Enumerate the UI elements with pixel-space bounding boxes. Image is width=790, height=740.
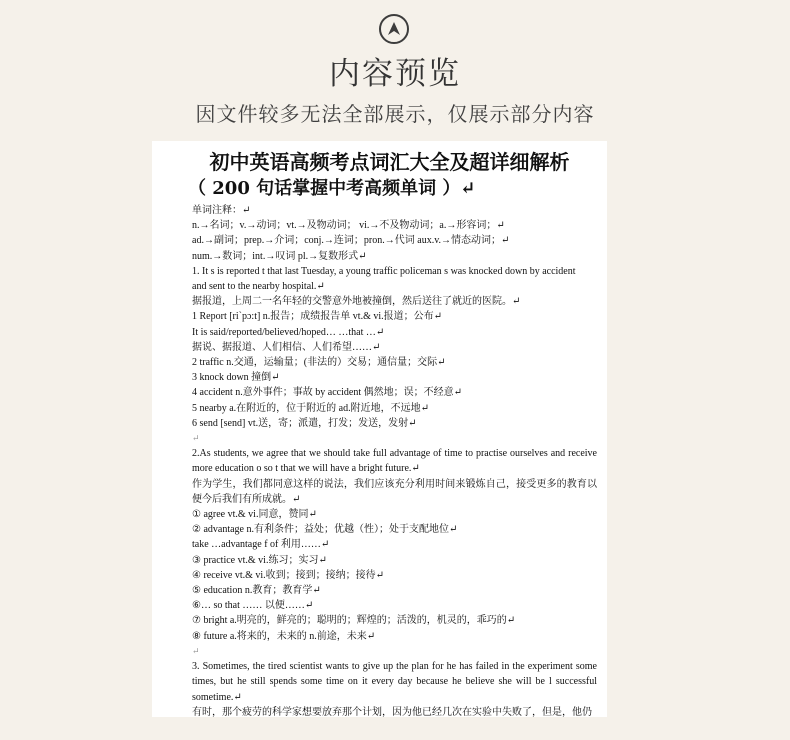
doc-line: ⑧ future a.将来的，未来的 n.前途，未来↵ xyxy=(192,630,376,642)
document-page xyxy=(152,141,607,717)
doc-line: 5 nearby a.在附近的，位于附近的 ad.附近地，不远地↵ xyxy=(192,402,429,414)
doc-paragraph: 2.As students, we agree that we should take full advantage of time to practise ourselves and receive more education o so t that we will have a bright future.↵ xyxy=(192,448,597,475)
doc-line: and sent to the nearby hospital.↵ xyxy=(192,281,325,293)
doc-line: ↵ xyxy=(192,433,200,444)
doc-line: 6 send [send] vt.送，寄；派遣，打发；发送，发射↵ xyxy=(192,417,417,429)
doc-line: 有时，那个疲劳的科学家想要放弃那个计划，因为他已经几次在实验中失败了，但是，他仍 xyxy=(192,706,592,717)
doc-line: 单词注释：↵ xyxy=(192,205,251,216)
doc-paragraph: 作为学生，我们都同意这样的说法，我们应该充分利用时间来锻炼自己，接受更多的教育以便今后我们有所成就。↵ xyxy=(192,478,597,505)
doc-line: ↵ xyxy=(192,645,200,656)
document-subtitle: （ 200 句话掌握中考高频单词 ）↵ xyxy=(188,178,476,199)
doc-line: 1 Report [ri`pɔ:t] n.报告；成绩报告单 vt.& vi.报道；公布↵ xyxy=(192,311,443,323)
doc-line: ④ receive vt.& vi.收到；接到；接纳；接待↵ xyxy=(192,569,385,581)
doc-line: num.→数词；int.→叹词 pl.→复数形式↵ xyxy=(192,250,367,262)
preview-subtitle: 因文件较多无法全部展示，仅展示部分内容 xyxy=(195,102,595,126)
doc-line: ③ practice vt.& vi.练习；实习↵ xyxy=(192,554,327,566)
doc-line: 4 accident n.意外事件；事故 by accident 偶然地；误；不经意↵ xyxy=(192,387,462,399)
up-arrow-circle-icon xyxy=(379,14,409,44)
doc-line: ad.→副词；prep.→介词；conj.→连词；pron.→代词 aux.v.→情态动词；↵ xyxy=(192,235,510,247)
doc-line: ② advantage n.有利条件；益处；优越（性）；处于支配地位↵ xyxy=(192,524,458,536)
document-title: 初中英语高频考点词汇大全及超详细解析 xyxy=(209,150,570,174)
doc-line: 2 traffic n.交通，运输量；(非法的）交易；通信量；交际↵ xyxy=(192,357,446,369)
doc-line: ⑥… so that …… 以便……↵ xyxy=(192,600,314,612)
doc-line: take …advantage f of 利用……↵ xyxy=(192,539,330,551)
doc-line: ① agree vt.& vi.同意，赞同↵ xyxy=(192,509,317,521)
doc-paragraph: 3. Sometimes, the tired scientist wants to give up the plan for he has failed in the experiment some times, but he still spends some time on it every day because he believe she will be l successful sometime.↵ xyxy=(192,661,597,703)
doc-line: It is said/reported/believed/hoped… …that …↵ xyxy=(192,326,385,338)
doc-line: 据说、据报道、人们相信、人们希望……↵ xyxy=(192,341,381,353)
doc-line: 3 knock down 撞倒↵ xyxy=(192,372,280,384)
doc-line: n.→名词；v.→动词；vt.→及物动词； vi.→不及物动词；a.→形容词；↵ xyxy=(192,220,505,232)
doc-line: 1. It s is reported t that last Tuesday, a young traffic policeman s was knocked down by accident xyxy=(192,265,576,277)
doc-line: ⑤ education n.教育；教育学↵ xyxy=(192,585,321,597)
doc-line: 据报道，上周二一名年轻的交警意外地被撞倒，然后送往了就近的医院。↵ xyxy=(192,296,521,308)
doc-line: ⑦ bright a.明亮的，鲜亮的；聪明的；辉煌的；活泼的，机灵的，乖巧的↵ xyxy=(192,615,516,627)
preview-title: 内容预览 xyxy=(329,56,461,92)
